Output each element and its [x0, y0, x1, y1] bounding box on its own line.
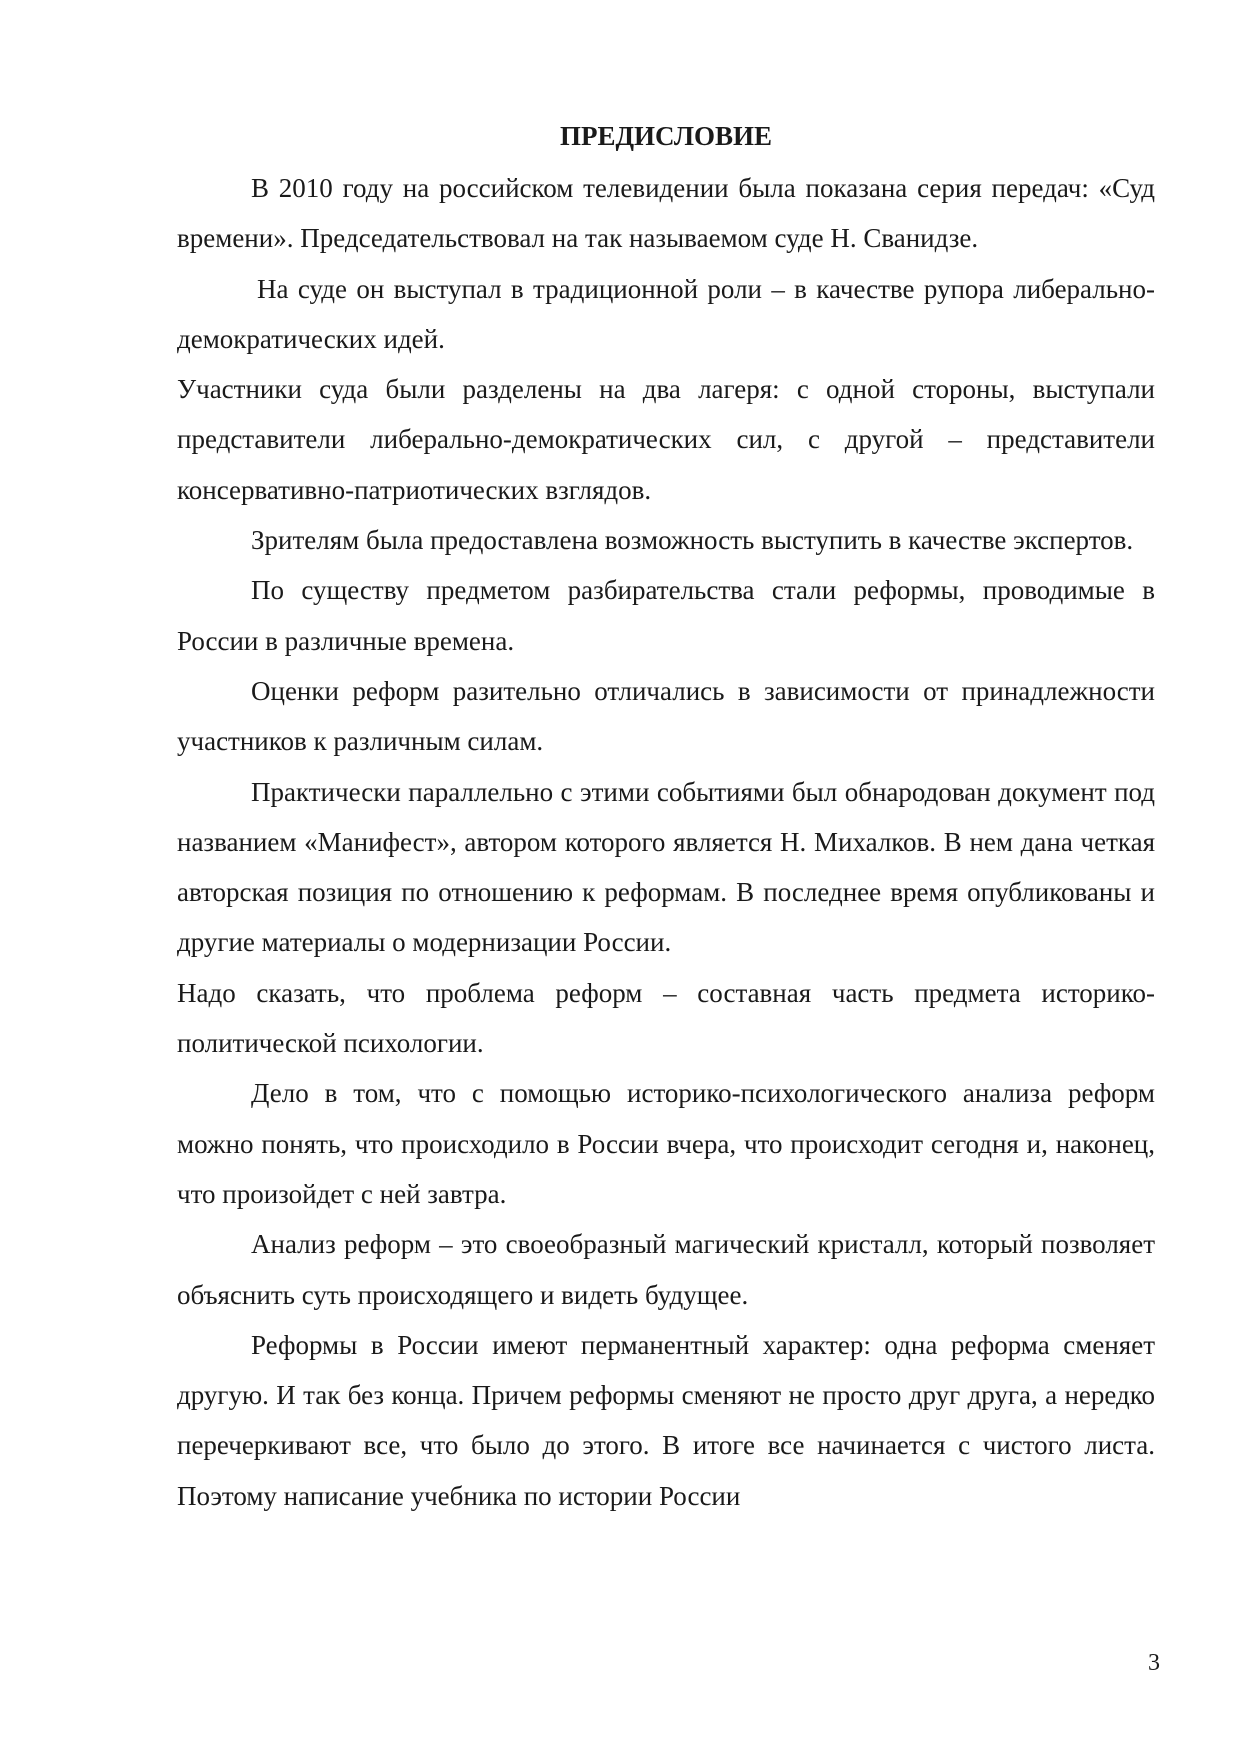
paragraph: По существу предметом разбирательства стали реформы, проводимые в России в различные времена.	[177, 575, 1155, 656]
paragraph: Участники суда были разделены на два лагеря: с одной стороны, выступали представители либерально-демократических сил, с другой – представители консервативно-патриотических взглядов.	[177, 374, 1155, 505]
paragraph: Зрителям была предоставлена возможность выступить в качестве экспертов.	[251, 525, 1134, 556]
paragraph: На суде он выступал в традиционной роли – в качестве рупора либерально-демократических идей.	[177, 273, 1155, 354]
page-title: ПРЕДИСЛОВИЕ	[559, 121, 773, 151]
paragraph: Анализ реформ – это своеобразный магический кристалл, который позволяет объяснить суть происходящего и видеть будущее.	[177, 1229, 1155, 1310]
paragraph: Реформы в России имеют перманентный характер: одна реформа сменяет другую. И так без конца. Причем реформы сменяют не просто друг друга, а нередко перечеркивают все, что было до этого. В итоге все начинается с чистого листа. Поэтому написание учебника по истории России	[177, 1329, 1155, 1511]
paragraph: Практически параллельно с этими событиями был обнародован документ под названием «Манифест», автором которого является Н. Михалков. В нем дана четкая авторская позиция по отношению к реформам. В последнее время опубликованы и другие материалы о модернизации России.	[177, 776, 1155, 958]
paragraph: Оценки реформ разительно отличались в зависимости от принадлежности участников к различным силам.	[177, 675, 1155, 757]
paragraph: Надо сказать, что проблема реформ – составная часть предмета историко-политической психологии.	[177, 977, 1155, 1059]
page-number: 3	[1148, 1650, 1160, 1676]
paragraph: В 2010 году на российском телевидении была показана серия передач: «Суд времени». Председательствовал на так называемом суде Н. Сванидзе.	[177, 173, 1155, 254]
paragraph: Дело в том, что с помощью историко-психологического анализа реформ можно понять, что происходило в России вчера, что происходит сегодня и, наконец, что произойдет с ней завтра.	[177, 1078, 1155, 1209]
body-text	[177, 163, 1155, 1521]
